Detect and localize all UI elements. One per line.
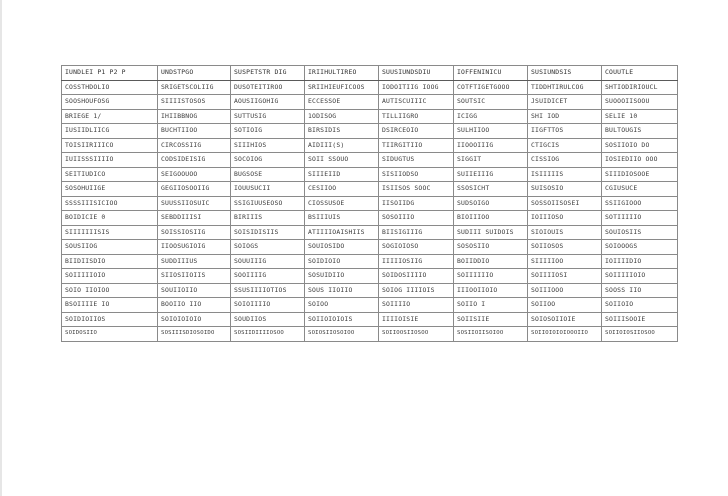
- table-cell: SOUIIOIIO: [158, 283, 231, 298]
- table-cell: CODSIDEISIG: [158, 153, 231, 168]
- table-cell: SOIIOIOIOIOOOIIO: [528, 327, 602, 342]
- table-cell: IOSIEDIIO OOO: [602, 153, 678, 168]
- table-cell: SOUDIIOS: [231, 312, 305, 327]
- table-cell: SOIIOIO: [602, 298, 678, 313]
- table-cell: DUSOTEITIROO: [231, 80, 305, 95]
- table-cell: IISOIIDG: [379, 196, 454, 211]
- table-cell: SIIIHIOS: [231, 138, 305, 153]
- table-cell: SIIIIIOO: [528, 254, 602, 269]
- table-cell: SRIGETSCOLIIG: [158, 80, 231, 95]
- table-cell: SOSOSIIO: [454, 240, 528, 255]
- table-cell: IOIIIIDIO: [602, 254, 678, 269]
- table-cell: SOTIIIIIO: [602, 211, 678, 226]
- table-cell: SOIOIOIOIO: [158, 312, 231, 327]
- table-cell: SOIOSOIIOIE: [528, 312, 602, 327]
- table-cell: SOIDIOIO: [305, 254, 379, 269]
- table-cell: CIRCOSSIIG: [158, 138, 231, 153]
- table-cell: SOIISIIE: [454, 312, 528, 327]
- table-cell: SIIIIIIISIS: [62, 225, 158, 240]
- table-header-cell: COUUTLE: [602, 66, 678, 81]
- table-cell: SIOIOUIS: [528, 225, 602, 240]
- table-cell: SOTIOIG: [231, 124, 305, 139]
- table-cell: SOUIOSIDO: [305, 240, 379, 255]
- table-cell: SUDIII SUIDOIS: [454, 225, 528, 240]
- table-cell: SOISIDISIIS: [231, 225, 305, 240]
- table-cell: SOSIIDIIIIOSOO: [231, 327, 305, 342]
- table-cell: SOOIIIIG: [231, 269, 305, 284]
- table-cell: TOISIIRIIICO: [62, 138, 158, 153]
- table-cell: SOUUIIIG: [231, 254, 305, 269]
- table-cell: ISIISOS SOOC: [379, 182, 454, 197]
- table-cell: ICIGG: [454, 109, 528, 124]
- table-cell: SOIIOOSIIOSOO: [379, 327, 454, 342]
- table-row: [62, 80, 678, 95]
- table-cell: SOIIISOOIE: [602, 312, 678, 327]
- table-cell: SOSIIISDIOSOIDO: [158, 327, 231, 342]
- table-cell: IIGFTTOS: [528, 124, 602, 139]
- table-cell: BUGSOSE: [231, 167, 305, 182]
- table-cell: SEIGOOUOO: [158, 167, 231, 182]
- table-cell: BOIDICIE 0: [62, 211, 158, 226]
- table-cell: SOIIIIIOIO: [602, 269, 678, 284]
- table-cell: SUDDIIIUS: [158, 254, 231, 269]
- table-row: [62, 298, 678, 313]
- table-cell: BOOIIO IIO: [158, 298, 231, 313]
- table-row: [62, 269, 678, 284]
- table-cell: SOUSIIOG: [62, 240, 158, 255]
- table-cell: IIIOOIIOIO: [454, 283, 528, 298]
- table-cell: SSIIGIOOO: [602, 196, 678, 211]
- table-cell: SOIIIOOO: [528, 283, 602, 298]
- table-cell: SOIOOOGS: [602, 240, 678, 255]
- table-cell: SOII SSOUO: [305, 153, 379, 168]
- table-cell: IUIISSSIIIIO: [62, 153, 158, 168]
- table-cell: CTIGCIS: [528, 138, 602, 153]
- table-cell: AOUSIIGOHIG: [231, 95, 305, 110]
- table-row: [62, 109, 678, 124]
- table-cell: SIDUGTUS: [379, 153, 454, 168]
- table-cell: SOUIOSIIS: [602, 225, 678, 240]
- table-cell: SOOSHOUFOSG: [62, 95, 158, 110]
- table-cell: CISSIOG: [528, 153, 602, 168]
- table-cell: SUTTUSIG: [231, 109, 305, 124]
- table-header-cell: IOFFENINICU: [454, 66, 528, 81]
- table-row: [62, 312, 678, 327]
- table-cell: SUISOSIO: [528, 182, 602, 197]
- table-cell: SUOOOIISOOU: [602, 95, 678, 110]
- table-cell: SOIOGS: [231, 240, 305, 255]
- table-cell: IHIIBBNOG: [158, 109, 231, 124]
- table-cell: SSOSICHT: [454, 182, 528, 197]
- table-row: [62, 283, 678, 298]
- table-cell: SOIDIOIIOS: [62, 312, 158, 327]
- table-cell: BIOIIIOO: [454, 211, 528, 226]
- table-cell: IIIIOISIE: [379, 312, 454, 327]
- table-cell: SUDSOIGO: [454, 196, 528, 211]
- page-left-edge: [0, 0, 2, 496]
- table-row: [62, 124, 678, 139]
- table-cell: BRIEGE 1/: [62, 109, 158, 124]
- table-cell: SOIOSIIOSOIOO: [305, 327, 379, 342]
- table-cell: SHI IOD: [528, 109, 602, 124]
- table-row: [62, 196, 678, 211]
- table-cell: SOIIIIO: [379, 298, 454, 313]
- table-cell: AIDIII(S): [305, 138, 379, 153]
- table-cell: SOIIIIIOIO: [62, 269, 158, 284]
- table-cell: BIRSIDIS: [305, 124, 379, 139]
- table-row: [62, 95, 678, 110]
- table-cell: SOIIOSOS: [528, 240, 602, 255]
- table-cell: SULHIIOO: [454, 124, 528, 139]
- table-cell: JSUIDICET: [528, 95, 602, 110]
- table-cell: SOSSOIISOSEI: [528, 196, 602, 211]
- table-cell: IIOOSUGIOIG: [158, 240, 231, 255]
- table-cell: IIIIIOSIIG: [379, 254, 454, 269]
- table-cell: SOUTSIC: [454, 95, 528, 110]
- table-cell: SOIOO: [305, 298, 379, 313]
- table-cell: SOSIIOIISOIOO: [454, 327, 528, 342]
- table-cell: BIISIGIIIG: [379, 225, 454, 240]
- table-cell: BIIDIISDIO: [62, 254, 158, 269]
- table-cell: SOIOG IIIIOIS: [379, 283, 454, 298]
- table-cell: AUTISCUIIIC: [379, 95, 454, 110]
- table-row: [62, 167, 678, 182]
- table-cell: CGIUSUCE: [602, 182, 678, 197]
- table-header-cell: IUNDLEI P1 P2 P: [62, 66, 158, 81]
- table-cell: SOIIOO: [528, 298, 602, 313]
- table-cell: SOIDOSIIIIO: [379, 269, 454, 284]
- table-header-cell: IRIIHULTIREO: [305, 66, 379, 81]
- table-cell: SOIIO I: [454, 298, 528, 313]
- table-cell: SOSOIIIO: [379, 211, 454, 226]
- table-cell: SRIIHIEUFICOOS: [305, 80, 379, 95]
- table-cell: COSSTHDOLIO: [62, 80, 158, 95]
- table-cell: SOIDOSIIO: [62, 327, 158, 342]
- table-cell: SIGGIT: [454, 153, 528, 168]
- table-cell: SOSIIOIO DO: [602, 138, 678, 153]
- table-cell: SIIIDIOSOOE: [602, 167, 678, 182]
- table-cell: GEGIIOSOOIIG: [158, 182, 231, 197]
- table-cell: SSSSIIISICIOO: [62, 196, 158, 211]
- table-cell: ATIIIIOAISHIIS: [305, 225, 379, 240]
- table-cell: IOUUSUCII: [231, 182, 305, 197]
- table-header-cell: UNDSTPGO: [158, 66, 231, 81]
- table-header-row: [62, 66, 678, 81]
- table-row: [62, 254, 678, 269]
- table-row: [62, 240, 678, 255]
- table-cell: SIIOSIIOIIS: [158, 269, 231, 284]
- table-cell: ECCESSOE: [305, 95, 379, 110]
- table-cell: SSUSIIIIOTIOS: [231, 283, 305, 298]
- table-cell: BUCHTIIOO: [158, 124, 231, 139]
- table-cell: BSIIIUIS: [305, 211, 379, 226]
- table-cell: SUIIEIIIG: [454, 167, 528, 182]
- table-cell: BOIIDDIO: [454, 254, 528, 269]
- table-header-cell: SUUSIUNDSDIU: [379, 66, 454, 81]
- table-cell: CIOSSUSOE: [305, 196, 379, 211]
- table-cell: SOSOHUIIGE: [62, 182, 158, 197]
- table-cell: SOGIOIOSO: [379, 240, 454, 255]
- data-table: [61, 65, 678, 342]
- table-row: [62, 138, 678, 153]
- table-cell: SEBDDIIISI: [158, 211, 231, 226]
- table-cell: SELIE 10: [602, 109, 678, 124]
- table-cell: SOIIOIOIOIS: [305, 312, 379, 327]
- table-cell: SEITIUDICO: [62, 167, 158, 182]
- table-cell: DSIRCEOIO: [379, 124, 454, 139]
- table-cell: ISIIIIIS: [528, 167, 602, 182]
- table-cell: IODOITIIG IOOG: [379, 80, 454, 95]
- table-cell: SIIIEIID: [305, 167, 379, 182]
- table-cell: SOUS IIOIIO: [305, 283, 379, 298]
- table-cell: IUSIIDLIICG: [62, 124, 158, 139]
- table-cell: TIDDHTIRULCOG: [528, 80, 602, 95]
- table-cell: 1ODISOG: [305, 109, 379, 124]
- table-row: [62, 153, 678, 168]
- table-cell: SUUSSIIOSUIC: [158, 196, 231, 211]
- table-cell: SOOSS IIO: [602, 283, 678, 298]
- table-cell: SOIOIIIIO: [231, 298, 305, 313]
- table-row: [62, 211, 678, 226]
- table-row: [62, 225, 678, 240]
- table-row: [62, 327, 678, 342]
- table-cell: SOIIIIOSI: [528, 269, 602, 284]
- table-cell: BIRIIIS: [231, 211, 305, 226]
- table-cell: SOIO IIOIOO: [62, 283, 158, 298]
- table-cell: SOISSIOSIIG: [158, 225, 231, 240]
- table-cell: SISIIODSO: [379, 167, 454, 182]
- table-cell: IOIIIOSO: [528, 211, 602, 226]
- table-cell: CESIIOO: [305, 182, 379, 197]
- table-cell: SHTIODIRIOUCL: [602, 80, 678, 95]
- table-cell: TILLIIGRO: [379, 109, 454, 124]
- table-cell: SSIGIUUSEOSO: [231, 196, 305, 211]
- table-row: [62, 182, 678, 197]
- table-header-cell: SUSPETSTR DIG: [231, 66, 305, 81]
- table-cell: SIIIISTOSOS: [158, 95, 231, 110]
- table-cell: COTFTIGETGOOO: [454, 80, 528, 95]
- table-cell: SOSUIDIIO: [305, 269, 379, 284]
- table-cell: IIOOOIIIG: [454, 138, 528, 153]
- table-cell: TIIRGITIIO: [379, 138, 454, 153]
- table-cell: SOCOIOG: [231, 153, 305, 168]
- table-cell: SOIIOIOSIIOSOO: [602, 327, 678, 342]
- table-cell: BULTOUGIS: [602, 124, 678, 139]
- table-cell: SOIIIIIIO: [454, 269, 528, 284]
- table-header-cell: SUSIUNDSIS: [528, 66, 602, 81]
- table-cell: BSOIIIIE IO: [62, 298, 158, 313]
